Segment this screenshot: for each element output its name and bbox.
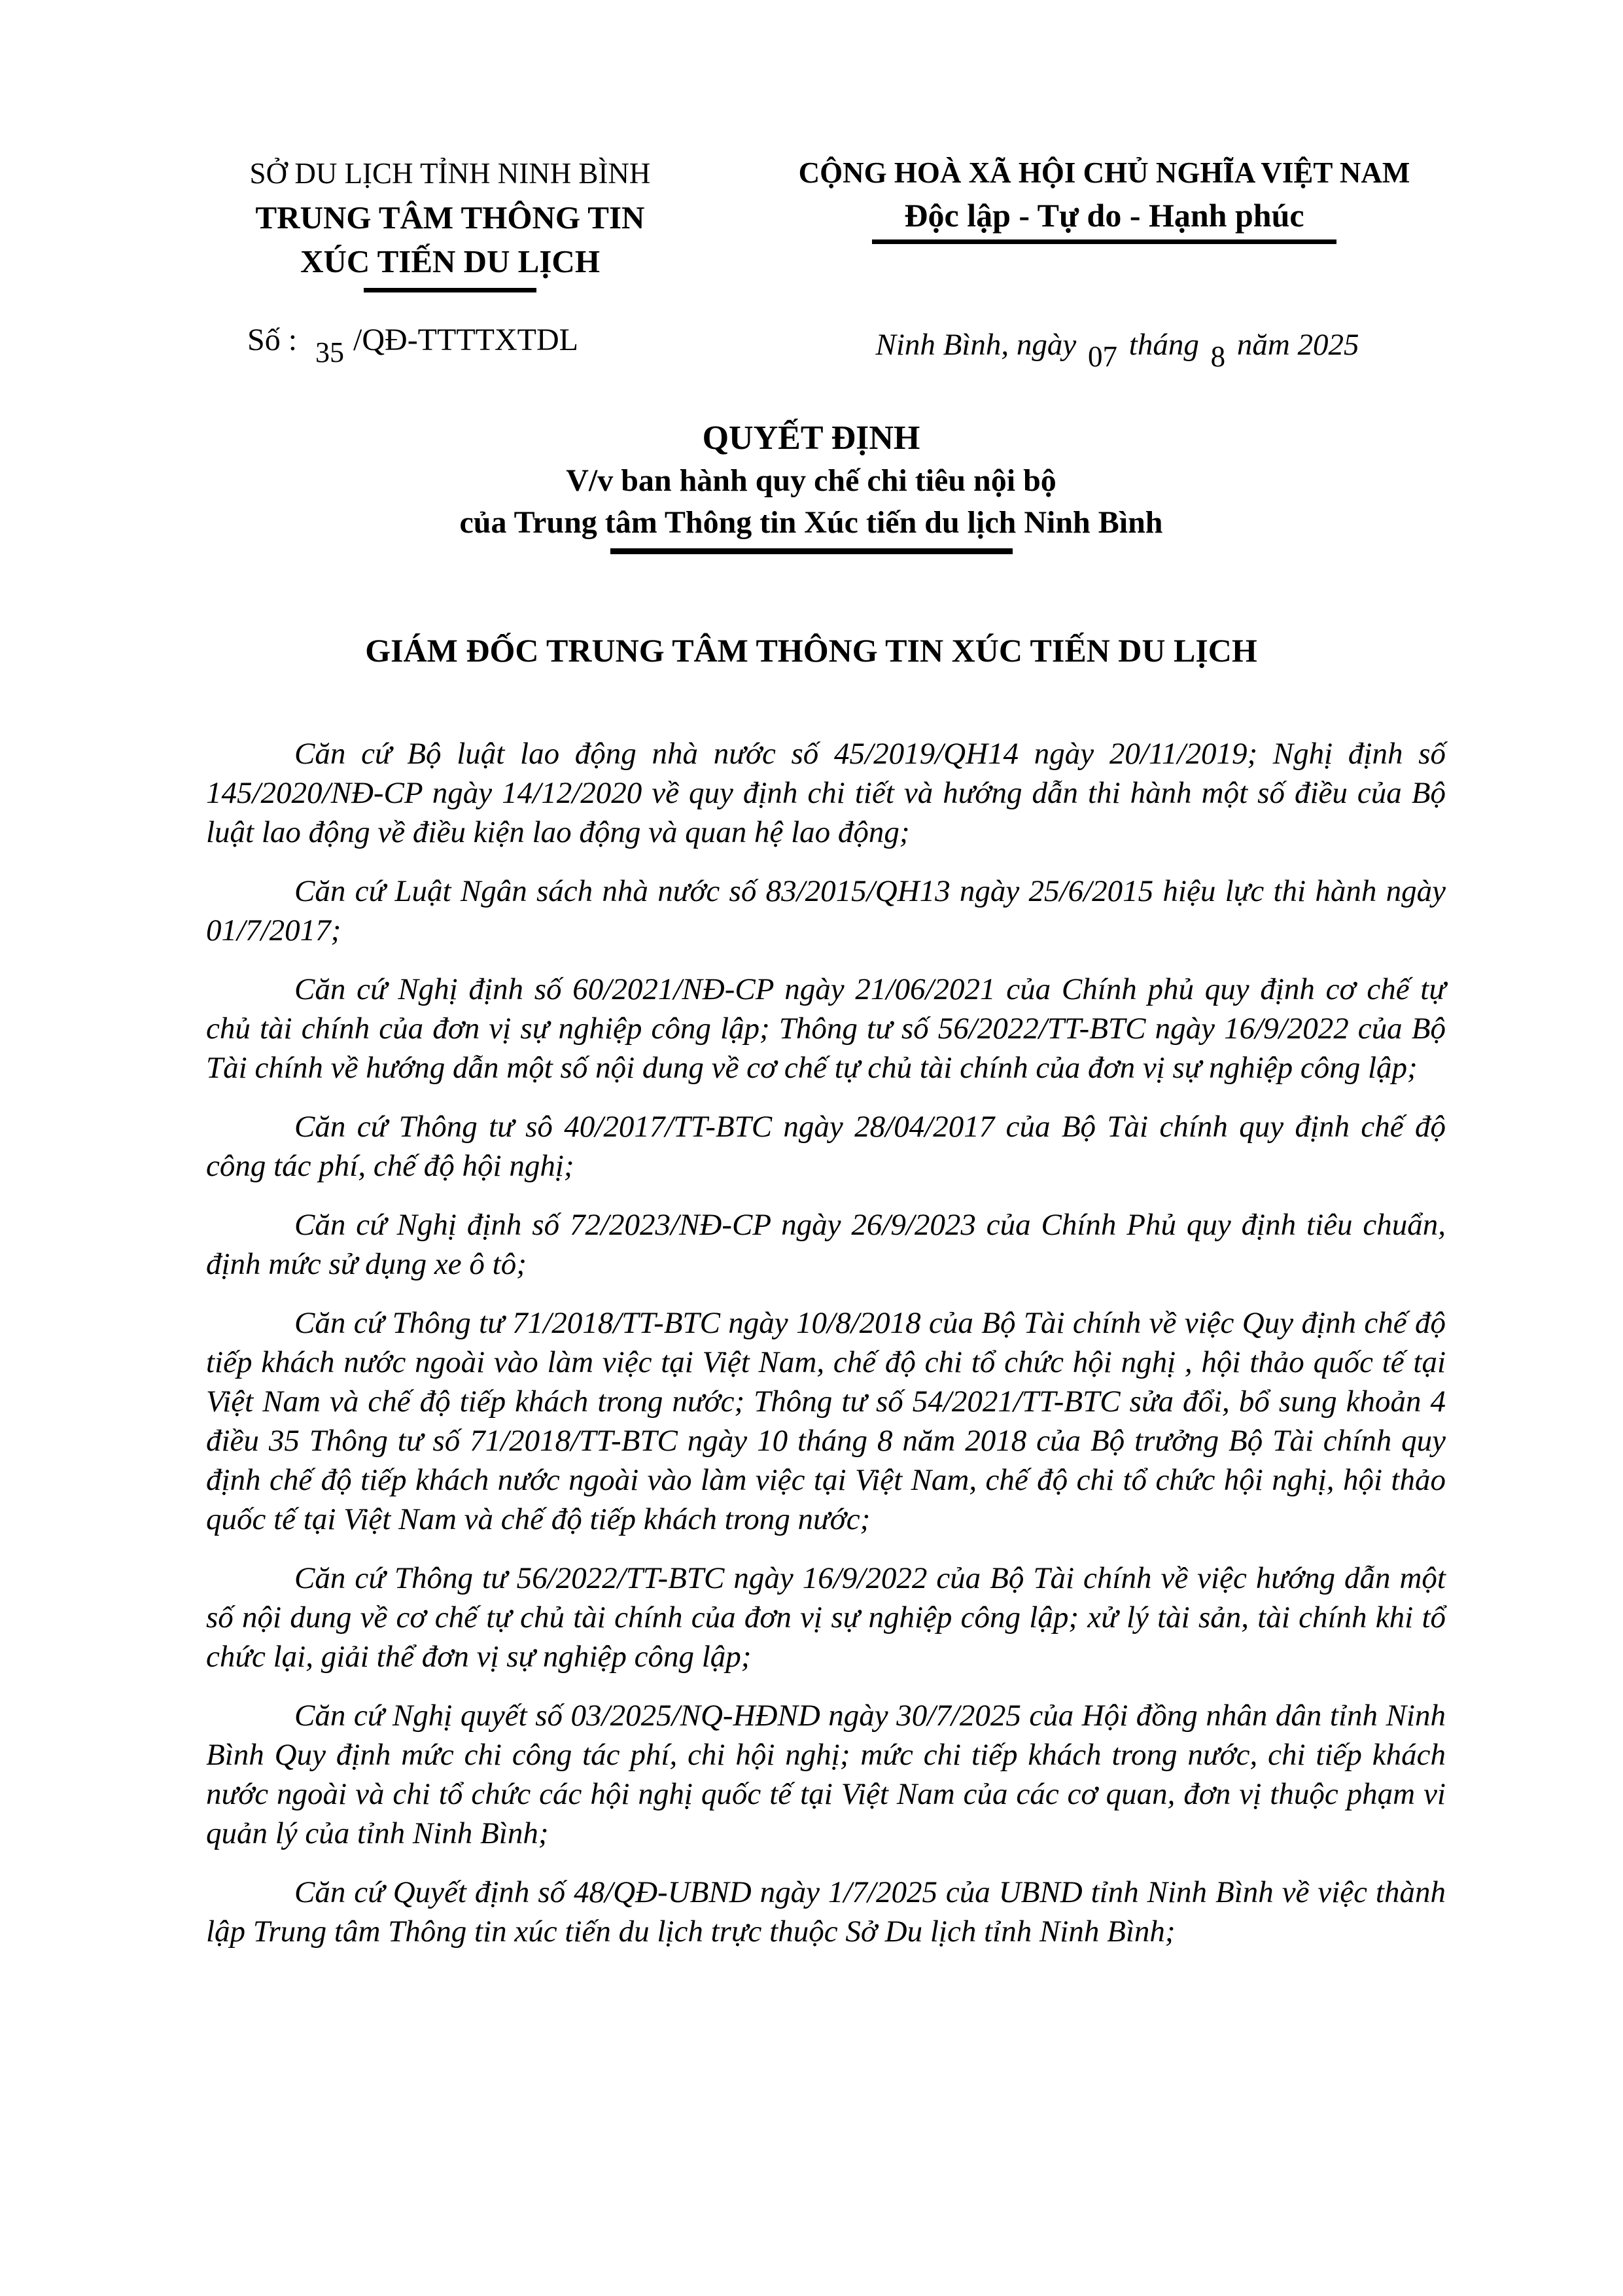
agency-name-line1: TRUNG TÂM THÔNG TIN	[255, 200, 645, 236]
legal-basis-paragraph: Căn cứ Nghị quyết số 03/2025/NQ-HĐND ngày 30/7/2025 của Hội đồng nhân dân tỉnh Ninh Bình Quy định mức chi công tác phí, chi hội nghị; mức chi tiếp khách trong nước, chi tiếp khách nước ngoài và chi tổ chức các hội nghị quốc tế tại Việt Nam của các cơ quan, đơn vị thuộc phạm vi quản lý của tỉnh Ninh Bình;	[206, 1699, 1446, 1850]
legal-basis-section	[206, 734, 1446, 1971]
date-year-text: năm 2025	[1236, 328, 1359, 362]
date-month-value: 8	[1210, 340, 1226, 373]
document-number	[247, 322, 578, 368]
decision-title-block	[183, 417, 1439, 554]
national-title: CỘNG HOÀ XÃ HỘI CHỦ NGHĨA VIỆT NAM	[798, 156, 1410, 189]
agency-underline	[364, 288, 536, 292]
agency-name-line2: XÚC TIẾN DU LỊCH	[300, 243, 600, 279]
legal-basis-paragraph: Căn cứ Quyết định số 48/QĐ-UBND ngày 1/7/2025 của UBND tỉnh Ninh Bình về việc thành lập Trung tâm Thông tin xúc tiến du lịch trực thuộc Sở Du lịch tỉnh Ninh Bình;	[206, 1875, 1446, 1949]
national-motto-block	[725, 152, 1484, 244]
issuer-heading: GIÁM ĐỐC TRUNG TÂM THÔNG TIN XÚC TIẾN DU LỊCH	[365, 632, 1257, 669]
legal-basis-paragraph: Căn cứ Bộ luật lao động nhà nước số 45/2019/QH14 ngày 20/11/2019; Nghị định số 145/2020/NĐ-CP ngày 14/12/2020 về quy định chi tiết và hướng dẫn thi hành một số điều của Bộ luật lao động về điều kiện lao động và quan hệ lao động;	[206, 737, 1446, 849]
decision-title: QUYẾT ĐỊNH	[702, 419, 920, 457]
date-day-value: 07	[1088, 340, 1118, 373]
issuing-agency-block	[192, 152, 708, 292]
document-number-value: 35	[315, 336, 345, 368]
decision-subject-line2: của Trung tâm Thông tin Xúc tiến du lịch Ninh Bình	[459, 505, 1163, 540]
date-line	[725, 327, 1510, 373]
national-motto: Độc lập - Tự do - Hạnh phúc	[904, 197, 1304, 234]
agency-parent-name: SỞ DU LỊCH TỈNH NINH BÌNH	[249, 157, 651, 190]
title-underline	[610, 548, 1013, 554]
legal-basis-paragraph: Căn cứ Thông tư 71/2018/TT-BTC ngày 10/8/2018 của Bộ Tài chính về việc Quy định chế độ tiếp khách nước ngoài vào làm việc tại Việt Nam, chế độ chi tổ chức hội nghị , hội thảo quốc tế tại Việt Nam và chế độ tiếp khách trong nước; Thông tư số 54/2021/TT-BTC sửa đổi, bổ sung khoản 4 điều 35 Thông tư số 71/2018/TT-BTC ngày 10 tháng 8 năm 2018 của Bộ trưởng Bộ Tài chính quy định chế độ tiếp khách nước ngoài vào làm việc tại Việt Nam, chế độ chi tổ chức hội nghị, hội thảo quốc tế tại Việt Nam và chế độ tiếp khách trong nước;	[206, 1306, 1446, 1536]
legal-basis-paragraph: Căn cứ Thông tư 56/2022/TT-BTC ngày 16/9/2022 của Bộ Tài chính về việc hướng dẫn một số nội dung về cơ chế tự chủ tài chính của đơn vị sự nghiệp công lập; xử lý tài sản, tài chính khi tổ chức lại, giải thể đơn vị sự nghiệp công lập;	[206, 1561, 1446, 1674]
decision-subject-line1: V/v ban hành quy chế chi tiêu nội bộ	[566, 463, 1056, 498]
motto-underline	[872, 239, 1336, 244]
document-number-suffix: /QĐ-TTTTXTDL	[353, 323, 578, 357]
legal-basis-paragraph: Căn cứ Nghị định số 60/2021/NĐ-CP ngày 21/06/2021 của Chính phủ quy định cơ chế tự chủ tài chính của đơn vị sự nghiệp công lập; Thông tư số 56/2022/TT-BTC ngày 16/9/2022 của Bộ Tài chính về hướng dẫn một số nội dung về cơ chế tự chủ tài chính của đơn vị sự nghiệp công lập;	[206, 972, 1446, 1085]
date-place-text: Ninh Bình, ngày	[875, 328, 1077, 362]
date-month-text: tháng	[1128, 328, 1199, 362]
legal-basis-paragraph: Căn cứ Thông tư sô 40/2017/TT-BTC ngày 28/04/2017 của Bộ Tài chính quy định chế độ công tác phí, chế độ hội nghị;	[206, 1110, 1446, 1183]
legal-basis-paragraph: Căn cứ Luật Ngân sách nhà nước số 83/2015/QH13 ngày 25/6/2015 hiệu lực thi hành ngày 01/7/2017;	[206, 874, 1446, 947]
document-number-prefix: Số :	[247, 323, 298, 357]
legal-basis-paragraph: Căn cứ Nghị định số 72/2023/NĐ-CP ngày 26/9/2023 của Chính Phủ quy định tiêu chuẩn, định mức sử dụng xe ô tô;	[206, 1208, 1446, 1281]
